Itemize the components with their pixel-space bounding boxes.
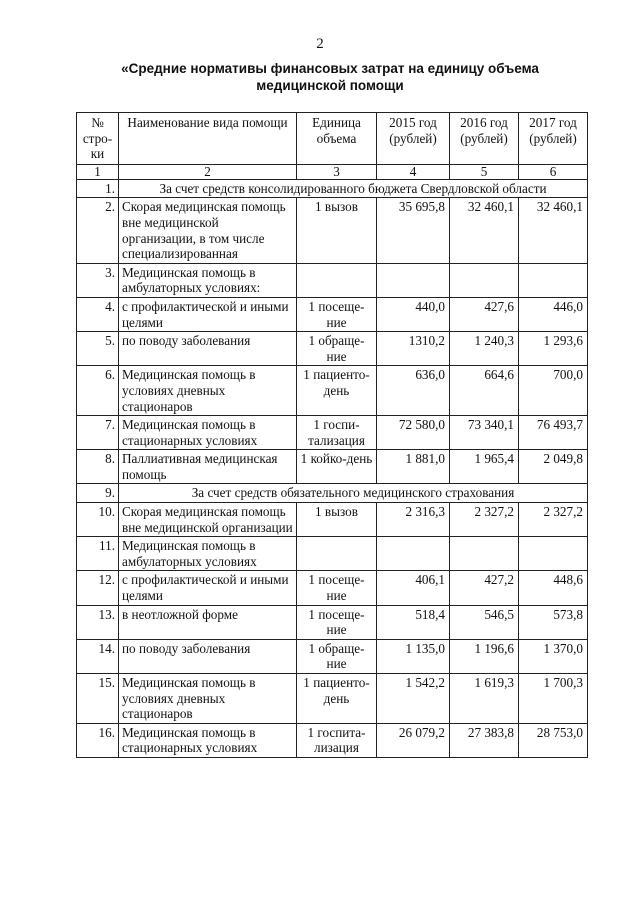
page-number: 2 (316, 36, 324, 52)
value-2017-cell: 448,6 (519, 571, 588, 605)
value-2015-cell: 440,0 (377, 297, 450, 331)
value-2016-cell: 427,2 (450, 571, 519, 605)
service-name-cell: Медицинская помощь в амбулаторных условиях (119, 537, 297, 571)
row-number-cell: 8. (77, 450, 119, 484)
value-2015-cell: 2 316,3 (377, 503, 450, 537)
value-2015-cell: 26 079,2 (377, 723, 450, 757)
column-index-cell: 6 (519, 164, 588, 179)
value-2015-cell: 1 542,2 (377, 674, 450, 724)
value-2015-cell: 35 695,8 (377, 198, 450, 263)
table-row (77, 332, 588, 366)
unit-cell: 1 пациенто-день (297, 674, 377, 724)
header-cell-unit: Единица объема (297, 113, 377, 165)
table-row (77, 198, 588, 263)
cost-norms-table (76, 112, 588, 758)
service-name-cell: Медицинская помощь в условиях дневных стационаров (119, 674, 297, 724)
service-name-cell: Скорая медицинская помощь вне медицинской организации (119, 503, 297, 537)
section-heading-cell: За счет средств обязательного медицинского страхования (119, 484, 588, 503)
header-cell-2015: 2015 год (рублей) (377, 113, 450, 165)
table-row (77, 297, 588, 331)
service-name-cell: по поводу заболевания (119, 639, 297, 673)
header-cell-2016: 2016 год (рублей) (450, 113, 519, 165)
value-2016-cell: 427,6 (450, 297, 519, 331)
table-row (77, 263, 588, 297)
unit-cell (297, 263, 377, 297)
section-row (77, 484, 588, 503)
value-2017-cell: 32 460,1 (519, 198, 588, 263)
column-index-row (77, 164, 588, 179)
value-2017-cell (519, 537, 588, 571)
column-index-cell: 3 (297, 164, 377, 179)
service-name-cell: Медицинская помощь в стационарных условиях (119, 416, 297, 450)
value-2016-cell (450, 537, 519, 571)
column-index-cell: 5 (450, 164, 519, 179)
unit-cell: 1 посеще-ние (297, 297, 377, 331)
value-2016-cell: 1 965,4 (450, 450, 519, 484)
table-row (77, 416, 588, 450)
table-header-row (77, 113, 588, 165)
table-row (77, 723, 588, 757)
column-index-cell: 1 (77, 164, 119, 179)
table-row (77, 450, 588, 484)
service-name-cell: с профилактической и иными целями (119, 571, 297, 605)
service-name-cell: в неотложной форме (119, 605, 297, 639)
row-number-cell: 4. (77, 297, 119, 331)
value-2016-cell: 1 240,3 (450, 332, 519, 366)
unit-cell (297, 537, 377, 571)
value-2015-cell: 1310,2 (377, 332, 450, 366)
header-cell-name: Наименование вида помощи (119, 113, 297, 165)
value-2016-cell: 546,5 (450, 605, 519, 639)
value-2017-cell: 1 293,6 (519, 332, 588, 366)
column-index-cell: 2 (119, 164, 297, 179)
value-2015-cell (377, 537, 450, 571)
service-name-cell: по поводу заболевания (119, 332, 297, 366)
table-row (77, 674, 588, 724)
value-2016-cell: 2 327,2 (450, 503, 519, 537)
unit-cell: 1 пациенто-день (297, 366, 377, 416)
table-row (77, 503, 588, 537)
section-row (77, 179, 588, 198)
unit-cell: 1 обраще-ние (297, 639, 377, 673)
value-2015-cell: 1 881,0 (377, 450, 450, 484)
service-name-cell: Скорая медицинская помощь вне медицинской организации, в том числе специализированная (119, 198, 297, 263)
value-2016-cell: 1 196,6 (450, 639, 519, 673)
row-number-cell: 2. (77, 198, 119, 263)
table-row (77, 639, 588, 673)
page-title: «Средние нормативы финансовых затрат на единицу объема медицинской помощи (121, 61, 539, 93)
unit-cell: 1 посеще-ние (297, 605, 377, 639)
unit-cell: 1 госпи-тализация (297, 416, 377, 450)
service-name-cell: Медицинская помощь в условиях дневных стационаров (119, 366, 297, 416)
value-2017-cell: 446,0 (519, 297, 588, 331)
unit-cell: 1 госпита-лизация (297, 723, 377, 757)
service-name-cell: с профилактической и иными целями (119, 297, 297, 331)
row-number-cell: 12. (77, 571, 119, 605)
service-name-cell: Медицинская помощь в амбулаторных условиях: (119, 263, 297, 297)
row-number-cell: 1. (77, 179, 119, 198)
value-2016-cell: 1 619,3 (450, 674, 519, 724)
value-2017-cell: 2 327,2 (519, 503, 588, 537)
header-cell-number: № стро-ки (77, 113, 119, 165)
row-number-cell: 10. (77, 503, 119, 537)
unit-cell: 1 обраще-ние (297, 332, 377, 366)
value-2016-cell (450, 263, 519, 297)
unit-cell: 1 вызов (297, 503, 377, 537)
value-2017-cell: 573,8 (519, 605, 588, 639)
header-cell-2017: 2017 год (рублей) (519, 113, 588, 165)
value-2016-cell: 27 383,8 (450, 723, 519, 757)
value-2015-cell (377, 263, 450, 297)
table-row (77, 537, 588, 571)
value-2017-cell: 76 493,7 (519, 416, 588, 450)
value-2015-cell: 1 135,0 (377, 639, 450, 673)
table-body (77, 179, 588, 757)
value-2015-cell: 636,0 (377, 366, 450, 416)
value-2017-cell: 1 370,0 (519, 639, 588, 673)
service-name-cell: Медицинская помощь в стационарных условиях (119, 723, 297, 757)
row-number-cell: 7. (77, 416, 119, 450)
value-2017-cell: 1 700,3 (519, 674, 588, 724)
value-2017-cell: 2 049,8 (519, 450, 588, 484)
row-number-cell: 6. (77, 366, 119, 416)
value-2017-cell: 700,0 (519, 366, 588, 416)
row-number-cell: 16. (77, 723, 119, 757)
table-row (77, 366, 588, 416)
service-name-cell: Паллиативная медицинская помощь (119, 450, 297, 484)
row-number-cell: 5. (77, 332, 119, 366)
value-2016-cell: 664,6 (450, 366, 519, 416)
value-2016-cell: 73 340,1 (450, 416, 519, 450)
value-2015-cell: 72 580,0 (377, 416, 450, 450)
unit-cell: 1 посеще-ние (297, 571, 377, 605)
column-index-cell: 4 (377, 164, 450, 179)
value-2015-cell: 406,1 (377, 571, 450, 605)
row-number-cell: 15. (77, 674, 119, 724)
unit-cell: 1 койко-день (297, 450, 377, 484)
value-2017-cell (519, 263, 588, 297)
value-2017-cell: 28 753,0 (519, 723, 588, 757)
unit-cell: 1 вызов (297, 198, 377, 263)
row-number-cell: 9. (77, 484, 119, 503)
row-number-cell: 13. (77, 605, 119, 639)
table-row (77, 605, 588, 639)
row-number-cell: 11. (77, 537, 119, 571)
row-number-cell: 3. (77, 263, 119, 297)
value-2016-cell: 32 460,1 (450, 198, 519, 263)
row-number-cell: 14. (77, 639, 119, 673)
section-heading-cell: За счет средств консолидированного бюджета Свердловской области (119, 179, 588, 198)
table-row (77, 571, 588, 605)
value-2015-cell: 518,4 (377, 605, 450, 639)
